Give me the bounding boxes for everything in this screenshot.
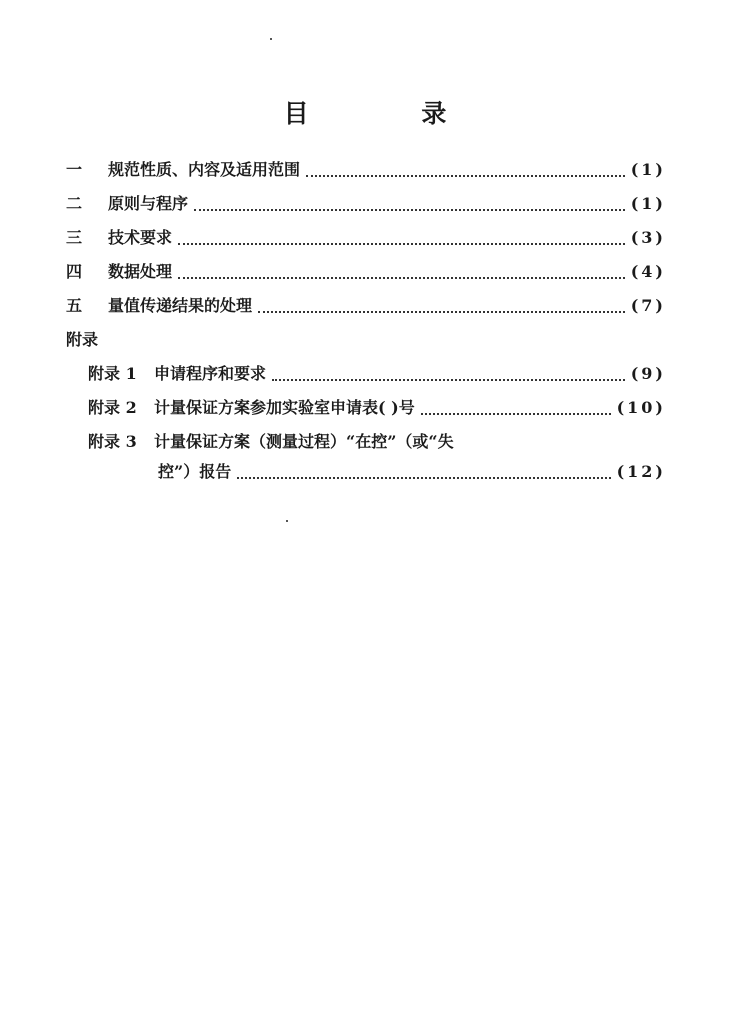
toc-entry[interactable] [66, 160, 666, 180]
toc-entry-page: (4) [630, 262, 666, 281]
appendix-entry-label: 申请程序和要求 [154, 364, 267, 383]
dot-leader [237, 465, 610, 479]
appendix-entry-label-continued: 控”）报告 [158, 462, 232, 481]
toc-entry[interactable] [66, 194, 666, 214]
toc-entry-label: 原则与程序 [108, 194, 189, 213]
appendix-entry[interactable] [66, 398, 666, 418]
toc-entry-page: (3) [630, 228, 666, 247]
appendix-entry-label: 计量保证方案参加实验室申请表( )号 [154, 398, 415, 417]
toc-entry[interactable] [66, 296, 666, 316]
appendix-entry-page: (12) [616, 462, 666, 481]
scan-speck [270, 38, 272, 40]
appendix-entry-label: 计量保证方案（测量过程）“在控”（或“失 [154, 432, 454, 451]
scan-speck [286, 520, 288, 522]
toc-entry-page: (1) [630, 160, 666, 179]
dot-leader [306, 163, 625, 177]
appendix-entry-number: 附录 2 [88, 398, 137, 417]
toc-entry-number: 五 [66, 296, 83, 315]
toc-entry-label: 技术要求 [108, 228, 173, 247]
toc-entry-number: 三 [66, 228, 83, 247]
toc-entry-page: (7) [630, 296, 666, 315]
dot-leader [272, 367, 625, 381]
toc-entry-label: 数据处理 [108, 262, 173, 281]
dot-leader [421, 401, 611, 415]
page-title: 目 录 [283, 99, 499, 128]
toc-entry-number: 二 [66, 194, 83, 213]
appendix-heading: 附录 [66, 330, 99, 349]
table-of-contents [66, 160, 666, 496]
appendix-entry[interactable] [66, 364, 666, 384]
toc-entry[interactable] [66, 262, 666, 282]
appendix-entry[interactable] [66, 432, 666, 482]
dot-leader [194, 197, 625, 211]
appendix-entry-number: 附录 3 [88, 432, 137, 451]
appendix-entry-first-line [88, 432, 666, 452]
toc-entry-label: 规范性质、内容及适用范围 [108, 160, 301, 179]
appendix-entry-page: (9) [630, 364, 666, 383]
toc-entry-number: 四 [66, 262, 83, 281]
appendix-entry-second-line [88, 462, 666, 482]
appendix-entry-page: (10) [616, 398, 666, 417]
appendix-entry-number: 附录 1 [88, 364, 137, 383]
toc-entry-page: (1) [630, 194, 666, 213]
dot-leader [178, 265, 625, 279]
toc-entry-number: 一 [66, 160, 83, 179]
dot-leader [178, 231, 625, 245]
dot-leader [258, 299, 625, 313]
toc-entry[interactable] [66, 228, 666, 248]
toc-entry-label: 量值传递结果的处理 [108, 296, 253, 315]
